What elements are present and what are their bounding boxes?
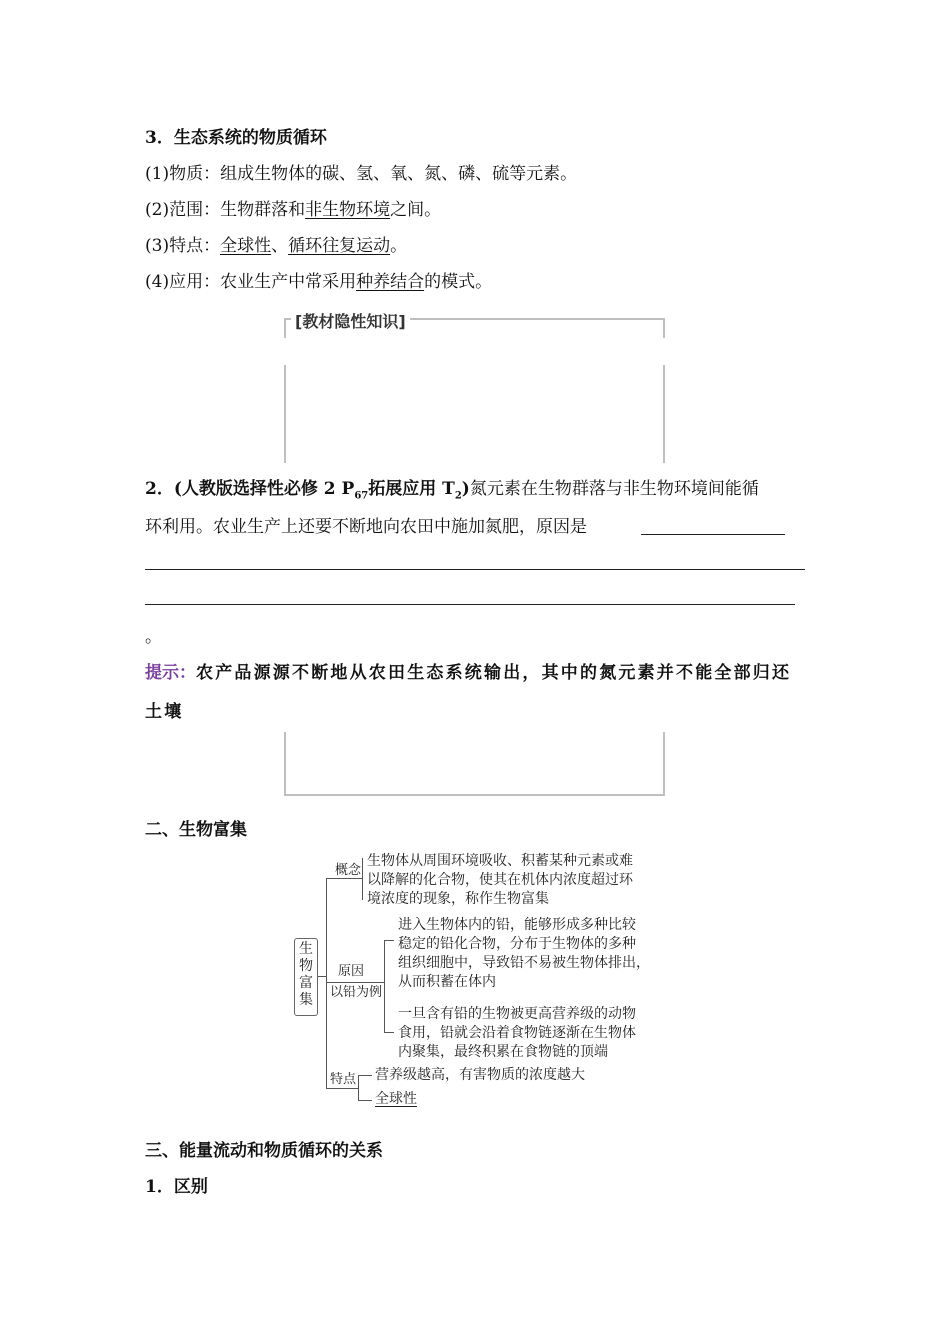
feature-b-text: 全球性	[375, 1091, 417, 1107]
connector	[318, 976, 326, 977]
subsection-1-title: 1．区别	[145, 1177, 208, 1197]
root-char: 富	[299, 975, 313, 991]
frame-right-bottom	[663, 732, 665, 796]
hint-line-1	[145, 662, 791, 684]
hint-line-2: 土壤	[145, 702, 184, 722]
text: 拓展应用 T	[368, 479, 455, 499]
text-line: 进入生物体内的铅，能够形成多种比较	[398, 917, 636, 933]
frame-left-top	[284, 318, 286, 338]
frame-right-side	[663, 365, 665, 463]
text-line: 组织细胞中，导致铅不易被生物体排出，	[398, 955, 650, 971]
bracket	[362, 858, 363, 900]
answer-underlined: 种养结合	[356, 272, 425, 292]
mindmap-root	[299, 941, 313, 1009]
text: 、	[271, 236, 289, 256]
bracket	[384, 940, 385, 1032]
section3-title: 3．生态系统的物质循环	[145, 128, 327, 148]
hint-label: 提示：	[145, 663, 196, 683]
text-line: 从而积蓄在体内	[398, 974, 496, 990]
frame-left-side	[284, 365, 286, 463]
concept-label: 概念	[335, 863, 362, 878]
root-char: 物	[299, 958, 313, 974]
frame-title: [教材隐性知识]	[291, 309, 410, 332]
text: 氮元素在生物群落与非生物环境间能循	[469, 479, 759, 499]
text-line: 境浓度的现象，称作生物富集	[367, 891, 549, 907]
text-line: 稳定的铅化合物，分布于生物体的多种	[398, 936, 636, 952]
cause-a-text	[398, 916, 650, 992]
cause-b-text	[398, 1005, 636, 1062]
section3-item-3	[145, 235, 407, 257]
connector	[358, 1075, 372, 1076]
answer-blank-1[interactable]	[641, 534, 785, 535]
text: (4)应用：农业生产中常采用	[145, 272, 357, 292]
bracket	[326, 878, 327, 1088]
connector	[384, 1032, 394, 1033]
answer-blank-3[interactable]	[145, 604, 795, 605]
answer-underlined: 循环往复运动	[288, 236, 391, 256]
section3-item-2	[145, 199, 441, 221]
text: (2)范围：生物群落和	[145, 200, 306, 220]
section3-item-4	[145, 271, 492, 293]
feature-a-text: 营养级越高，有害物质的浓度越大	[375, 1067, 585, 1083]
text: 之间。	[390, 200, 442, 220]
frame-right-top	[663, 318, 665, 338]
question-end-mark: 。	[145, 627, 162, 647]
frame-title-text: 教材隐性知识	[302, 312, 399, 331]
section-two-title: 二、生物富集	[145, 820, 247, 840]
text: 。	[390, 236, 408, 256]
root-char: 生	[299, 941, 313, 957]
hint-text: 农产品源源不断地从农田生态系统输出，其中的氮元素并不能全部归还	[196, 663, 792, 683]
text: (3)特点：	[145, 236, 221, 256]
question-line-2: 环利用。农业生产上还要不断地向农田中施加氮肥，原因是	[145, 517, 587, 537]
bracket	[358, 1075, 359, 1100]
section3-item-1: (1)物质：组成生物体的碳、氢、氧、氮、磷、硫等元素。	[145, 164, 578, 184]
answer-underlined: 全球性	[220, 236, 272, 256]
question-line-1	[145, 478, 759, 507]
text-line: 生物体从周围环境吸收、积蓄某种元素或难	[367, 853, 633, 869]
section-three-title: 三、能量流动和物质循环的关系	[145, 1141, 383, 1161]
cause-label-example: 以铅为例	[330, 985, 383, 1000]
question-ref	[145, 479, 470, 502]
subscript: 2	[454, 490, 462, 502]
text: )	[461, 479, 470, 499]
answer-blank-2[interactable]	[145, 569, 805, 570]
text-line: 食用，铅就会沿着食物链逐渐在生物体	[398, 1025, 636, 1041]
text-line: 以降解的化合物，使其在机体内浓度超过环	[367, 872, 633, 888]
text-line: 内聚集，最终积累在食物链的顶端	[398, 1044, 608, 1060]
feature-label: 特点	[330, 1072, 357, 1087]
text: 的模式。	[424, 272, 493, 292]
answer-underlined: 非生物环境	[305, 200, 391, 220]
text-line: 一旦含有铅的生物被更高营养级的动物	[398, 1006, 636, 1022]
concept-text	[367, 852, 633, 909]
connector	[358, 1100, 372, 1101]
subscript: 67	[354, 490, 369, 502]
text: 2．(人教版选择性必修 2 P	[145, 479, 355, 499]
connector	[384, 940, 394, 941]
cause-label: 原因	[338, 964, 365, 979]
root-char: 集	[299, 992, 313, 1008]
frame-bottom-border	[284, 794, 665, 796]
frame-left-bottom	[284, 732, 286, 796]
